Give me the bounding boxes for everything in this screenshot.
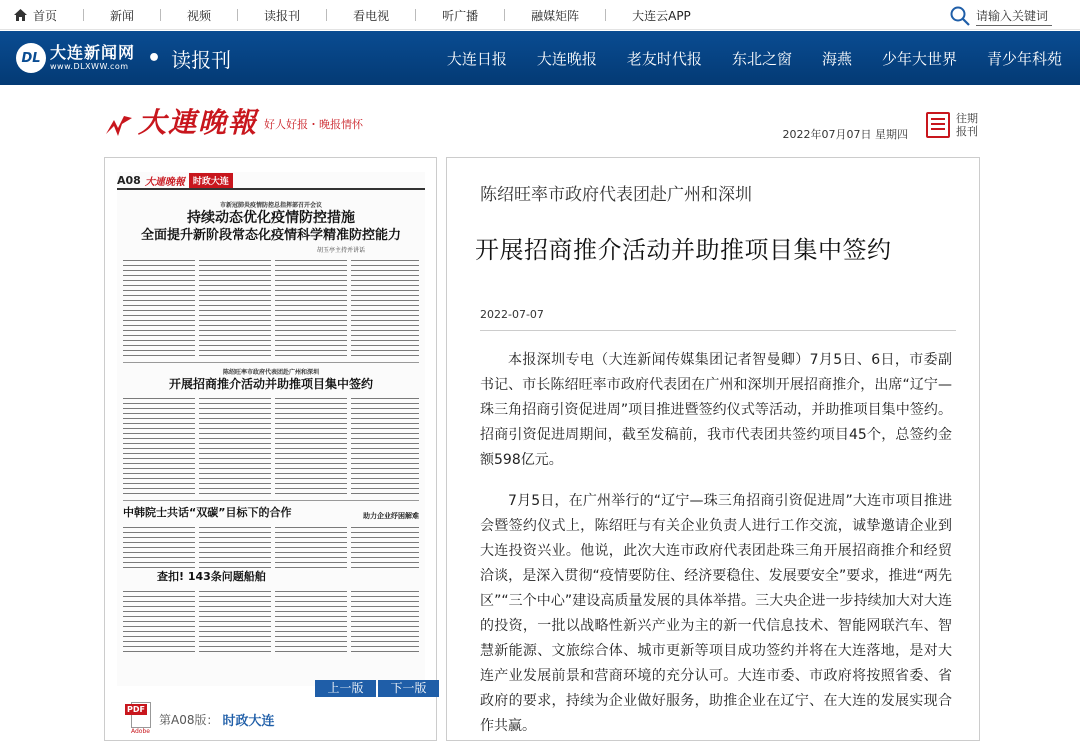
page-image-kicker: 市新冠肺炎疫情防控总指挥部召开会议 <box>219 202 322 209</box>
page-preview-panel <box>104 157 437 741</box>
article-paragraph: 7月5日，在广州举行的“辽宁—珠三角招商引资促进周”大连市项目推进会暨签约仪式上，陈绍旺与有关企业负责人进行工作交流，诚挚邀请企业到大连投资兴业。他说，此次大连市政府代表团赴珠三角开展招商推介和经贸洽谈，是深入贯彻“疫情要防住、经济要稳住、发展要安全”要求，推进“两先区”“三个中心”建设高质量发展的具体举措。三大央企进一步持续加大对大连的投资，一批以战略性新兴产业为主的新一代信息技术、智能网联汽车、智慧新能源、文旅综合体、城市更新等项目成功签约并将在大连落地，是对大连产业发展前景和营商环境的充分认可。大连市委、市政府将按照省委、省政府的要求，持续为企业做好服务，助推企业在辽宁、在大连的发展实现合作共赢。 <box>480 493 952 734</box>
page-image-story3-side: 助力企业纾困解难 <box>363 512 419 520</box>
page-image-text-block <box>123 525 419 569</box>
top-utility-bar <box>0 0 1080 30</box>
divider <box>326 9 327 21</box>
topnav-item-radio[interactable]: 听广播 <box>442 8 479 23</box>
search-input[interactable] <box>976 7 1052 26</box>
topnav-item-app[interactable]: 大连云APP <box>632 8 691 23</box>
channel-northeast-window[interactable]: 东北之窗 <box>731 49 792 68</box>
page-label: 第A08版： <box>159 712 219 727</box>
channel-nav <box>417 31 1062 85</box>
article-body <box>480 348 952 755</box>
paper-slogan: 好人好报・晚报情怀 <box>264 118 364 131</box>
divider <box>123 362 419 363</box>
page-image-story2-kicker: 陈绍旺率市政府代表团赴广州和深圳 <box>222 369 319 376</box>
site-logo[interactable] <box>16 43 231 73</box>
page-image-story3-headline: 中韩院士共话“双碳”目标下的合作 <box>123 506 292 519</box>
archive-newspaper-icon <box>926 112 950 138</box>
page-footer <box>125 702 275 736</box>
logo-separator: • <box>147 45 162 71</box>
article-kicker: 陈绍旺率市政府代表团赴广州和深圳 <box>480 185 752 205</box>
pdf-tag: PDF <box>127 705 145 714</box>
page-image-text-block <box>123 396 419 496</box>
channel-dalian-evening[interactable]: 大连晚报 <box>536 49 597 68</box>
section-title: 读报刊 <box>171 47 232 72</box>
divider <box>123 500 419 501</box>
divider <box>83 9 84 21</box>
paper-masthead <box>104 108 363 138</box>
logo-text <box>50 45 135 71</box>
divider <box>237 9 238 21</box>
topnav-item-tv[interactable]: 看电视 <box>353 8 390 23</box>
divider <box>415 9 416 21</box>
article-date: 2022-07-07 <box>480 308 544 321</box>
page-image-text-block <box>123 589 419 655</box>
page-image-brand: 大連晚報 <box>144 176 185 188</box>
page-nav <box>313 680 439 697</box>
page-image-section: 时政大连 <box>189 173 233 188</box>
adobe-label: Adobe <box>131 728 150 735</box>
channel-haiyan[interactable]: 海燕 <box>821 49 852 68</box>
article-paragraph: 本报深圳专电（大连新闻传媒集团记者智曼卿）7月5日、6日，市委副书记、市长陈绍旺率市政府代表团在广州和深圳开展招商推介，出席“辽宁—珠三角招商引资促进周”项目推进暨签约仪式等活动，并助推项目集中签约。招商引资促进周期间，截至发稿前，我市代表团共签约项目45个，总签约金额598亿元。 <box>480 352 952 468</box>
brand-swoosh-icon <box>104 114 134 138</box>
topnav-item-newspapers[interactable]: 读报刊 <box>264 8 301 23</box>
topnav-item-video[interactable]: 视频 <box>187 8 212 23</box>
page-image-story2-headline: 开展招商推介活动并助推项目集中签约 <box>168 377 373 391</box>
logo-name: 大连新闻网 <box>50 43 136 62</box>
divider <box>605 9 606 21</box>
publication-date: 2022年07月07日 星期四 <box>782 128 908 141</box>
page-name-link[interactable]: 时政大连 <box>222 713 275 729</box>
channel-dalian-daily[interactable]: 大连日报 <box>446 49 507 68</box>
topnav-item-media-matrix[interactable]: 融媒矩阵 <box>531 8 580 23</box>
newspaper-page-image[interactable] <box>117 172 427 695</box>
top-nav <box>14 0 691 30</box>
page-image-text-block <box>123 258 419 358</box>
archive-label: 往期报刊 <box>956 112 978 138</box>
search-box <box>950 6 1052 26</box>
channel-laoyou-times[interactable]: 老友时代报 <box>626 49 702 68</box>
page-image-headline-1: 持续动态优化疫情防控措施 <box>187 210 355 226</box>
channel-junior-world[interactable]: 少年大世界 <box>881 49 957 68</box>
topnav-label: 首页 <box>33 8 58 23</box>
logo-url: www.DLXWW.com <box>50 62 129 71</box>
topnav-item-news[interactable]: 新闻 <box>110 8 135 23</box>
site-header <box>0 31 1080 85</box>
page-image-story4-headline: 查扣! 143条问题船舶 <box>157 570 266 583</box>
article-title: 开展招商推介活动并助推项目集中签约 <box>475 236 892 264</box>
divider <box>160 9 161 21</box>
divider <box>480 330 956 331</box>
prev-page-button[interactable]: 上一版 <box>315 680 376 697</box>
page-image-byline: 胡玉亭主持并讲话 <box>316 247 365 254</box>
paper-brand: 大連晚報 <box>138 106 259 139</box>
divider <box>504 9 505 21</box>
page-image-headline-2: 全面提升新阶段常态化疫情科学精准防控能力 <box>140 228 401 243</box>
archive-link[interactable] <box>926 112 980 138</box>
topnav-item-home[interactable] <box>14 7 57 24</box>
page-image-story3-row <box>123 505 419 521</box>
next-page-button[interactable]: 下一版 <box>378 680 439 697</box>
channel-youth-science[interactable]: 青少年科苑 <box>986 49 1062 68</box>
logo-mark: DL <box>16 43 46 73</box>
pdf-icon[interactable] <box>125 702 151 736</box>
page-image-number: A08 <box>117 173 141 187</box>
home-icon <box>14 9 27 21</box>
page-image-header <box>117 172 425 190</box>
paper-title-row <box>104 108 980 144</box>
article-panel <box>446 157 980 741</box>
search-icon[interactable] <box>950 6 970 26</box>
